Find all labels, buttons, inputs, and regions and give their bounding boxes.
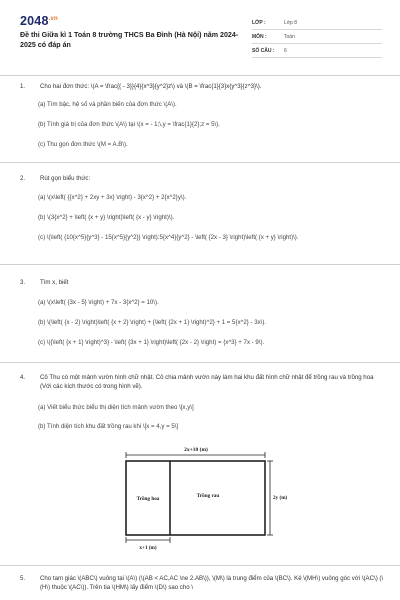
logo-text: 2048	[20, 14, 49, 28]
info-row-subject	[252, 30, 382, 44]
divider	[0, 565, 400, 566]
info-label: SỐ CÂU :	[252, 47, 275, 54]
vegetable-region-label: Trồng rau	[196, 493, 220, 499]
sub-question: (c) Thu gọn đơn thức \(M = A.B\).	[38, 141, 128, 148]
divider	[0, 75, 400, 76]
garden-diagram-svg	[100, 445, 300, 557]
divider	[0, 362, 400, 363]
sub-question: (a) \(x\left( {{x^2} + 2xy + 3x} \right) - 3{x^2} + 2{x^2}y\).	[38, 194, 187, 201]
sub-question: (b) Tính giá trị của đơn thức \(A\) tại \(x = - 1;\,y = \frac{1}{2};z = 5\).	[38, 121, 220, 128]
exam-info-table	[252, 16, 382, 58]
sub-question: (a) \(x\left( {3x - 5} \right) + 7x - 3{x^2} = 10\).	[38, 299, 159, 306]
bottom-dimension-label: x+1 (m)	[139, 545, 157, 551]
exam-title: Đề thi Giữa kì 1 Toán 8 trường THCS Ba Đình (Hà Nội) năm 2024-2025 có đáp án	[20, 31, 239, 49]
info-label: MÔN :	[252, 33, 267, 40]
info-value: 6	[284, 47, 287, 54]
info-row-class	[252, 16, 382, 30]
question-text: Cho tam giác \(ABC\) vuông tại \(A\) (\(AB < AC,AC \ne 2.AB\)), \(M\) là trung điểm của \(BC\). Kẻ \(MH\) vuông góc với \(AC\) (\(H\) thuộc \(AC\)). Trên tia \(HM\) lấy điểm \(D\) sao cho \	[40, 575, 384, 591]
question-text: Rút gọn biểu thức:	[40, 175, 91, 182]
sub-question: (c) \(\left( {10{x^5}{y^3} - 15{x^5}{y^2}} \right):5{x^4}{y^2} - \left( {2x - 3} \right)\left( {x + y} \right)\).	[38, 234, 299, 241]
info-label: LỚP :	[252, 19, 266, 26]
sub-question: (a) Tìm bậc, hệ số và phần biến của đơn thức \(A\).	[38, 101, 177, 108]
sub-question: (c) \({\left( {x + 1} \right)^3} - \left( {3x + 1} \right)\left( {2x - 2} \right) = {x^3} + 7x - 9\).	[38, 339, 265, 346]
sub-question: (b) \(\left( {x - 2} \right)\left( {x + 2} \right) + {\left( {2x + 1} \right)^2} + 1 = 5{x^2} - 3x\).	[38, 319, 267, 326]
logo-suffix: .vn	[48, 15, 58, 22]
top-dimension-label: 2x+10 (m)	[184, 447, 208, 453]
info-value: Lớp 8	[284, 19, 298, 26]
divider	[0, 264, 400, 265]
sub-question: (a) Viết biểu thức biểu thị diện tích mảnh vườn theo \[x,y\]	[38, 404, 194, 411]
info-row-count	[252, 44, 382, 58]
document-header	[20, 14, 380, 66]
question-number: 1.	[20, 83, 26, 90]
sub-question: (b) Tính diện tích khu đất trồng rau khi \[x = 4,y = 5\]	[38, 423, 179, 430]
sub-question: (b) \(3{x^2} + \left( {x + y} \right)\left( {x - y} \right)\).	[38, 214, 175, 221]
site-logo[interactable]	[20, 14, 58, 28]
question-number: 2.	[20, 175, 26, 182]
question-text: Cho hai đơn thức: \(A = \frac{{ - 3}}{4}{x^3}{y^2}z\) và \(B = \frac{1}{3}x{y^3}{z^3}\).	[40, 83, 262, 90]
garden-diagram	[100, 445, 300, 557]
right-dimension-label: 2y (m)	[273, 495, 288, 501]
divider	[0, 162, 400, 163]
question-number: 4.	[20, 374, 26, 381]
question-number: 5.	[20, 575, 26, 582]
flower-region-label: Trồng hoa	[136, 496, 160, 502]
question-text: Tìm x, biết	[40, 279, 69, 286]
question-number: 3.	[20, 279, 26, 286]
question-text: Cô Thu có một mảnh vườn hình chữ nhật. Cô chia mảnh vườn này làm hai khu đất hình chữ nhật để trồng rau và trồng hoa (Với các kích thước có trong hình vẽ).	[40, 374, 374, 390]
info-value: Toán	[284, 33, 295, 40]
